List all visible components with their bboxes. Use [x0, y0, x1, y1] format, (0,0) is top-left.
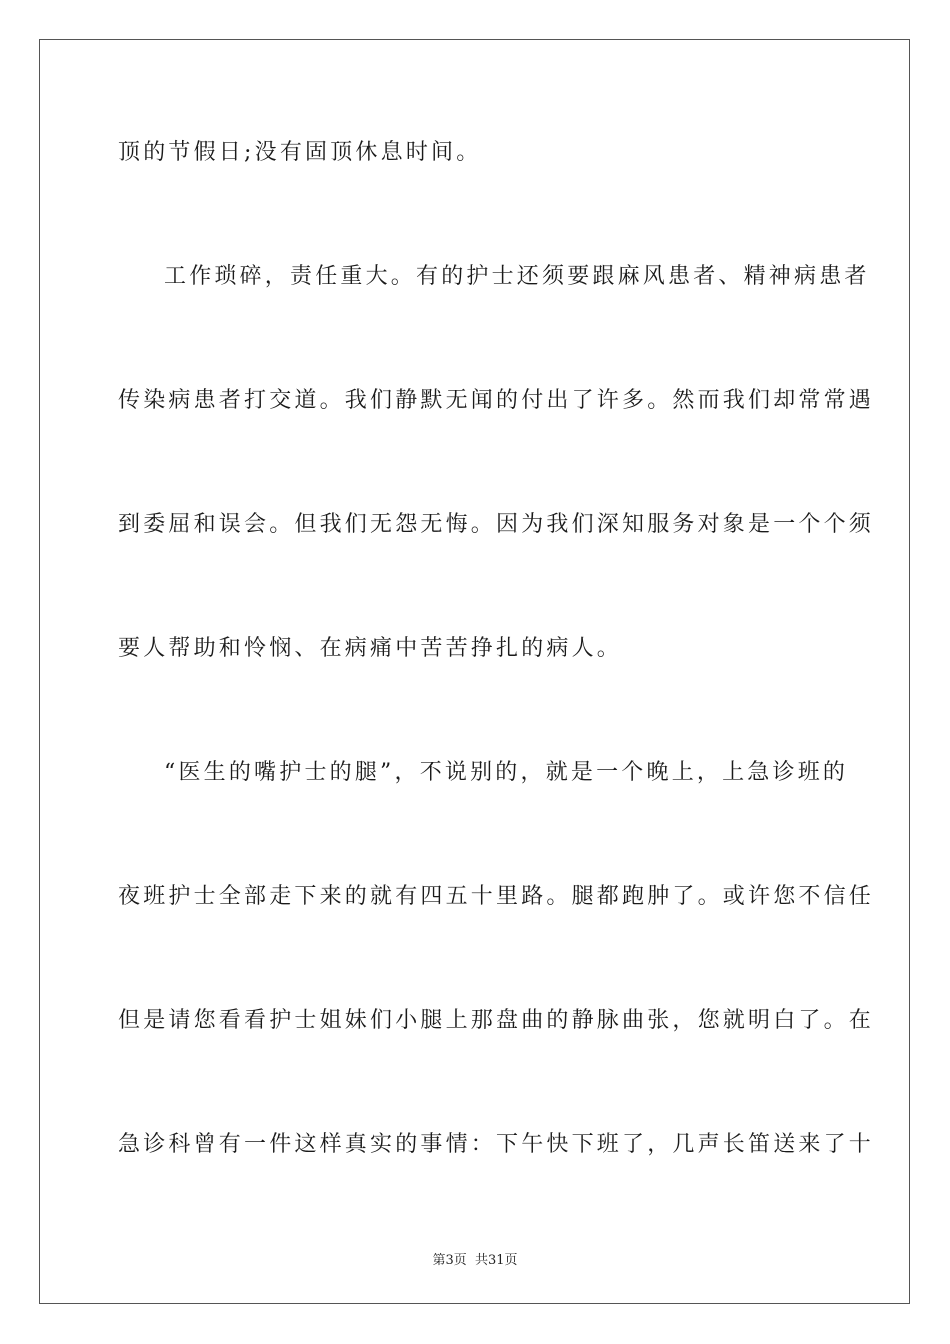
page-number: 第3页 — [432, 1253, 467, 1268]
text-line: 到委屈和误会。但我们无怨无悔。因为我们深知服务对象是一个个须 — [118, 512, 875, 537]
text-line: 要人帮助和怜悯、在病痛中苦苦挣扎的病人。 — [118, 636, 623, 661]
page-footer — [0, 1249, 950, 1268]
text-line: “医生的嘴护士的腿”，不说别的，就是一个晚上，上急诊班的 — [164, 760, 849, 785]
page-border — [39, 39, 910, 1304]
text-line: 传染病患者打交道。我们静默无闻的付出了许多。然而我们却常常遇 — [118, 388, 875, 413]
text-line: 急诊科曾有一件这样真实的事情：下午快下班了，几声长笛送来了十 — [118, 1132, 875, 1157]
total-pages: 共31页 — [474, 1253, 518, 1268]
text-line: 但是请您看看护士姐妹们小腿上那盘曲的静脉曲张，您就明白了。在 — [118, 1008, 875, 1033]
text-line: 顶的节假日;没有固顶休息时间。 — [118, 140, 482, 165]
text-line: 夜班护士全部走下来的就有四五十里路。腿都跑肿了。或许您不信任 — [118, 884, 875, 909]
text-line: 工作琐碎，责任重大。有的护士还须要跟麻风患者、精神病患者 — [164, 264, 870, 289]
